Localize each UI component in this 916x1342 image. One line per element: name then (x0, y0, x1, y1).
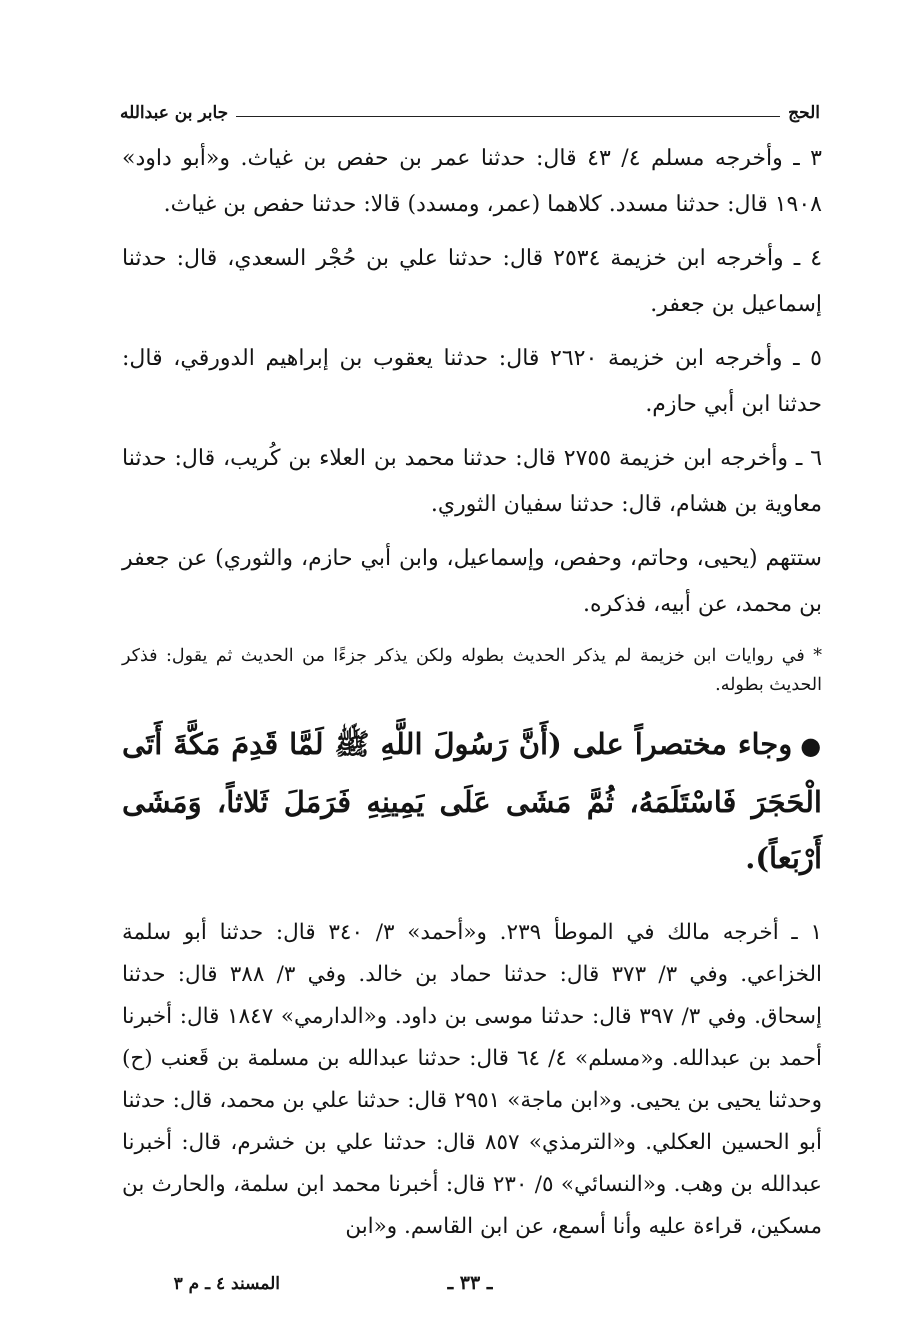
takhrij-paragraph-5: ٥ ـ وأخرجه ابن خزيمة ٢٦٢٠ قال: حدثنا يعقوب بن إبراهيم الدورقي، قال: حدثنا ابن أبي حازم. (122, 346, 822, 417)
hadith-text (122, 716, 822, 886)
running-header (120, 92, 820, 122)
takhrij-paragraph-3: ٣ ـ وأخرجه مسلم ٤/ ٤٣ قال: حدثنا عمر بن حفص بن غياث. و«أبو داود» ١٩٠٨ قال: حدثنا مسدد. كلاهما (عمر، ومسدد) قالا: حدثنا حفص بن غياث. (122, 146, 822, 217)
takhrij-paragraph-1: ١ ـ أخرجه مالك في الموطأ ٢٣٩. و«أحمد» ٣/ ٣٤٠ قال: حدثنا أبو سلمة الخزاعي. وفي ٣/ ٣٧٣ قال: حدثنا حماد بن خالد. وفي ٣/ ٣٨٨ قال: حدثنا إسحاق. وفي ٣/ ٣٩٧ قال: حدثنا موسى بن داود. و«الدارمي» ١٨٤٧ قال: أخبرنا أحمد بن عبدالله. و«مسلم» ٤/ ٦٤ قال: حدثنا عبدالله بن مسلمة بن قَعنب (ح) وحدثنا يحيى بن يحيى. و«ابن ماجة» ٢٩٥١ قال: حدثنا علي بن محمد، قال: حدثنا أبو الحسين العكلي. و«الترمذي» ٨٥٧ قال: حدثنا علي بن خشرم، قال: أخبرنا عبدالله بن وهب. و«النسائي» ٥/ ٢٣٠ قال: أخبرنا محمد ابن سلمة، والحارث بن مسكين، قراءة عليه وأنا أسمع، عن ابن القاسم. و«ابن (122, 920, 823, 1239)
hadith-body: وجاء مختصراً على (أَنَّ رَسُولَ اللَّهِ ﷺ لَمَّا قَدِمَ مَكَّةَ أَتَى الْحَجَرَ فَاسْتَلَمَهُ، ثُمَّ مَشَى عَلَى يَمِينِهِ فَرَمَلَ ثَلاثاً، وَمَشَى أَرْبَعاً). (122, 727, 822, 875)
takhrij-paragraph-6: ٦ ـ وأخرجه ابن خزيمة ٢٧٥٥ قال: حدثنا محمد بن العلاء بن كُريب، قال: حدثنا معاوية بن هشام، قال: حدثنا سفيان الثوري. (122, 446, 823, 517)
volume-signature: المسند ٤ ـ م ٣ (173, 1274, 280, 1294)
header-chapter-title: الحج (788, 103, 820, 123)
footnote: * في روايات ابن خزيمة لم يذكر الحديث بطوله ولكن يذكر جزءًا من الحديث ثم يقول: فذكر الحديث بطوله. (122, 646, 822, 695)
summary-paragraph: ستتهم (يحيى، وحاتم، وحفص، وإسماعيل، وابن أبي حازم، والثوري) عن جعفر بن محمد، عن أبيه، فذكره. (122, 546, 822, 617)
header-companion-name: جابر بن عبدالله (120, 103, 229, 123)
page-footer (120, 1272, 820, 1302)
page-number: ـ ٣٣ ـ (447, 1272, 493, 1294)
takhrij-paragraph-4: ٤ ـ وأخرجه ابن خزيمة ٢٥٣٤ قال: حدثنا علي بن حُجْر السعدي، قال: حدثنا إسماعيل بن جعفر. (122, 246, 823, 317)
page-body (122, 136, 822, 1248)
header-rule (236, 116, 780, 117)
bullet-icon: ● (800, 731, 822, 760)
